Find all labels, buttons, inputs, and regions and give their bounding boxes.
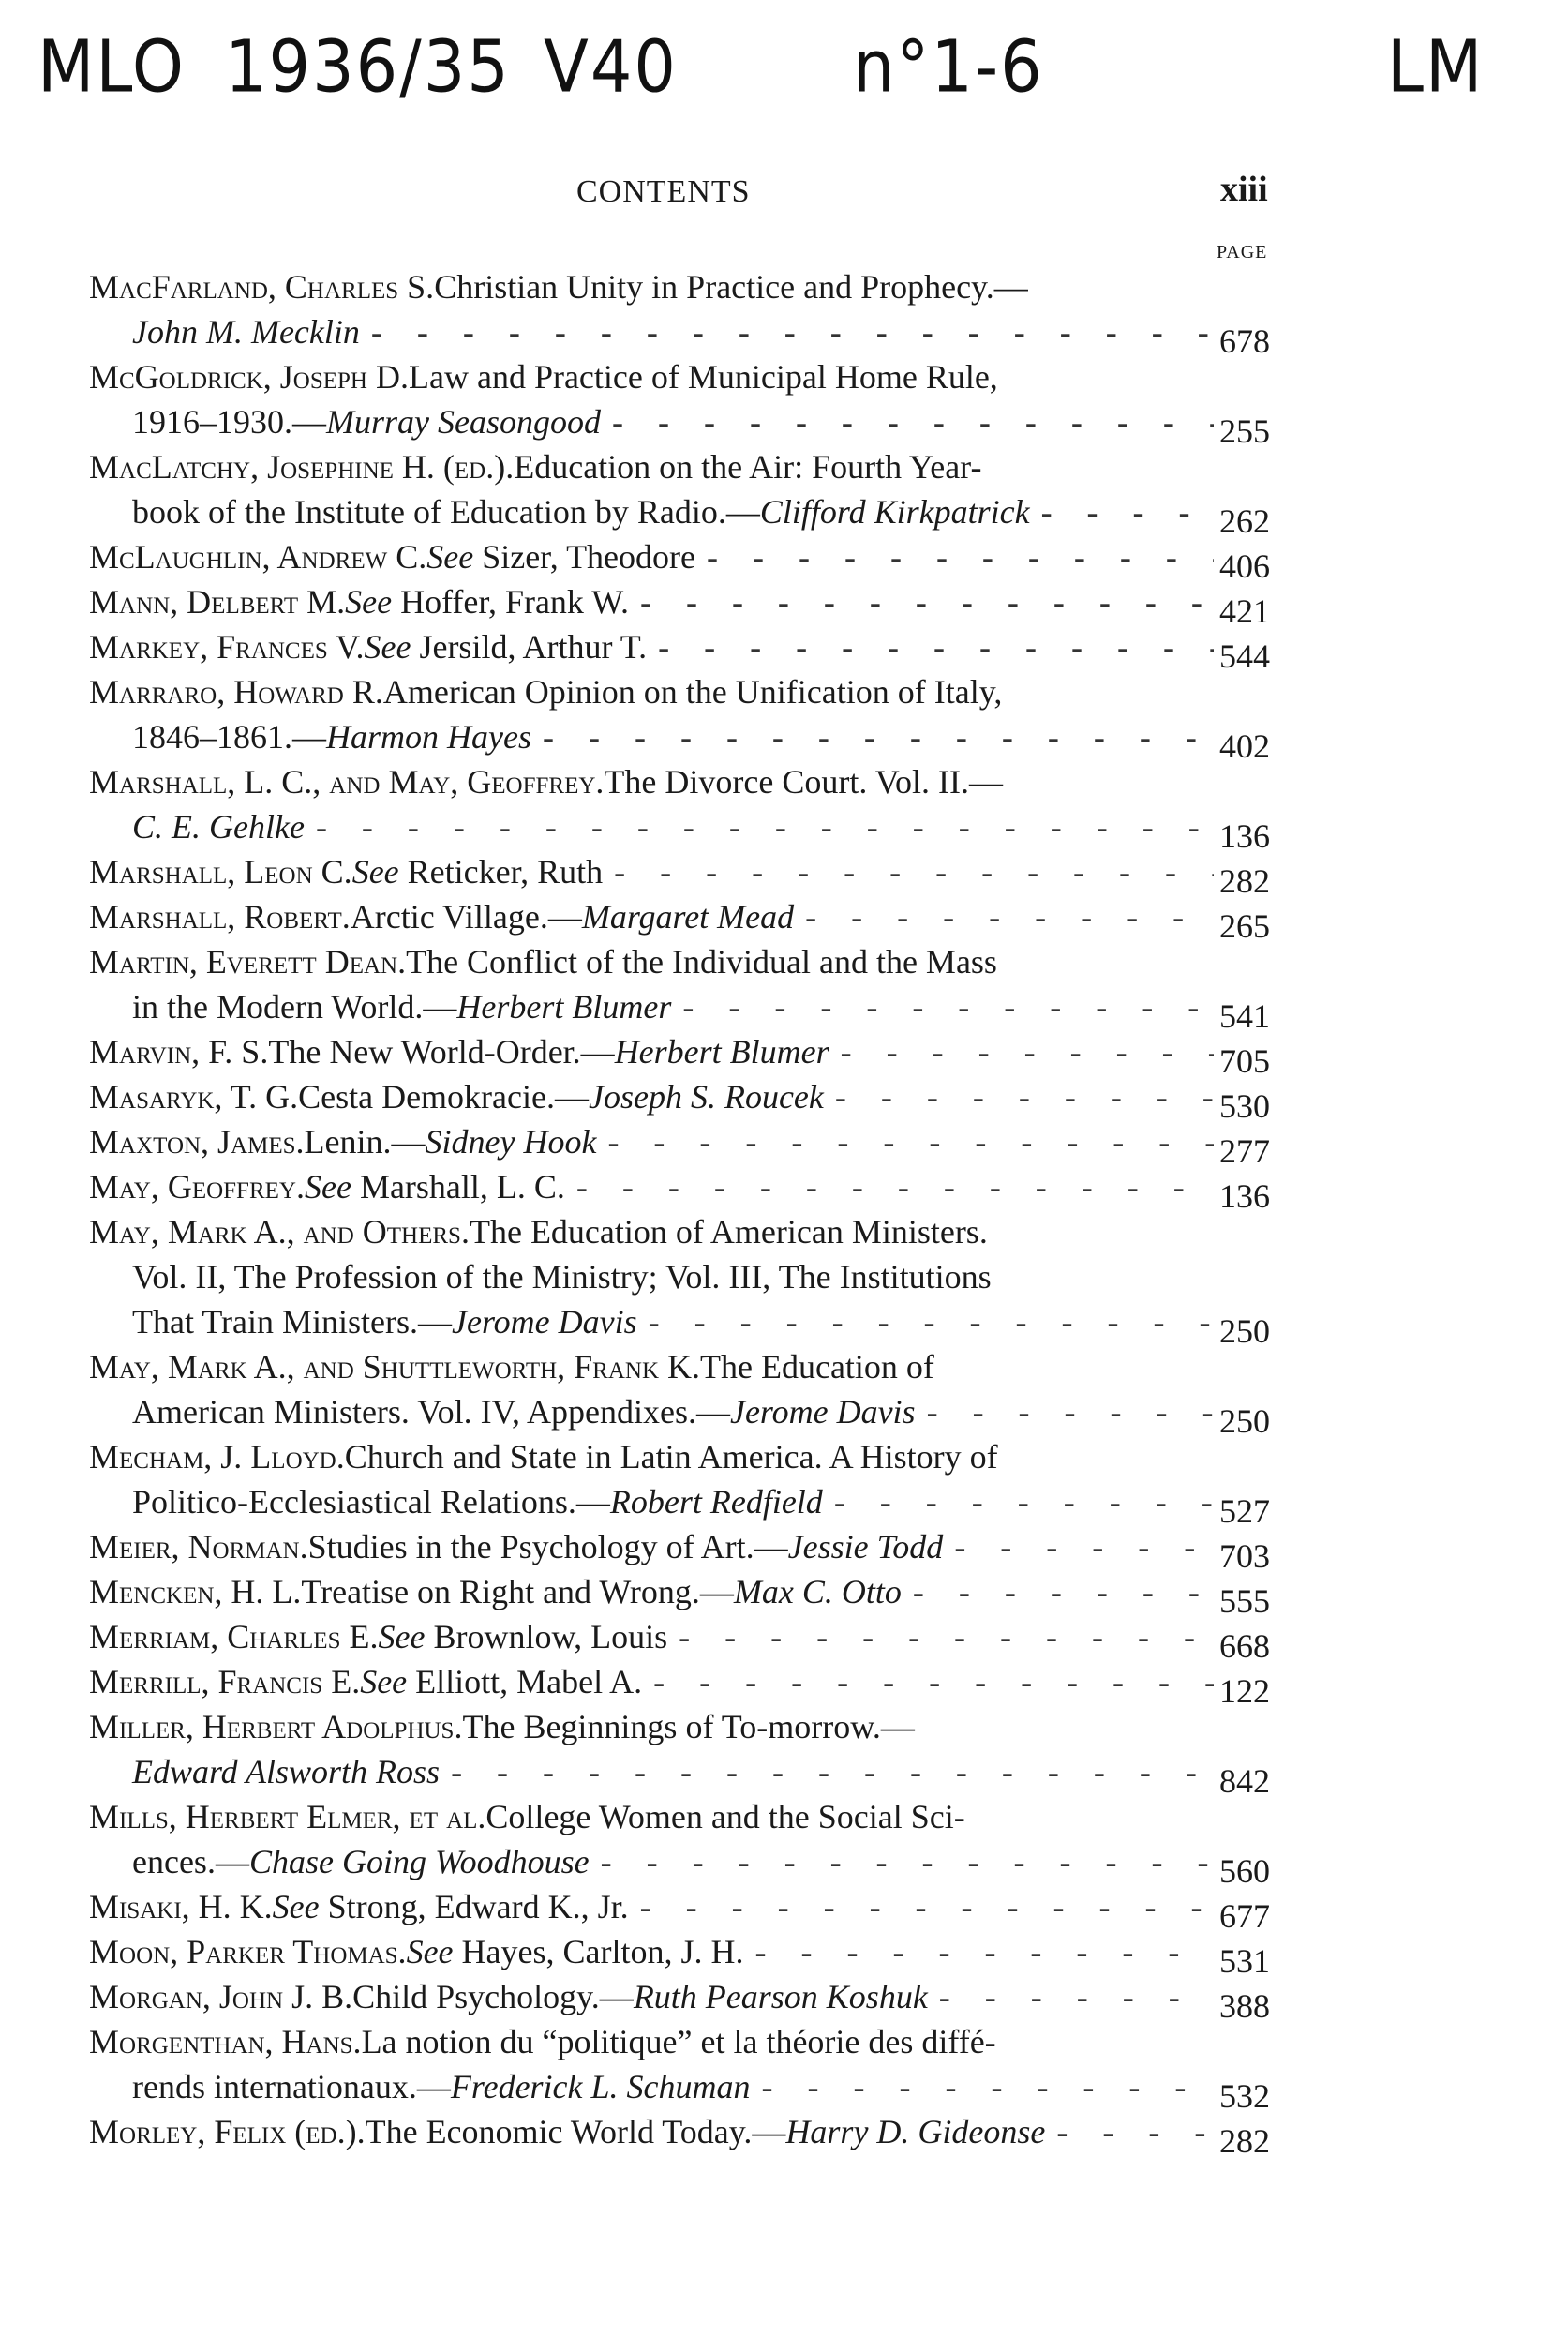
entry-author: Mills, Herbert Elmer, et al.: [89, 1798, 486, 1835]
entry-author: Morgenthan, Hans.: [89, 2023, 362, 2060]
entry-title: Cesta Demokracie.—: [298, 1078, 589, 1116]
page-column-label: PAGE: [1217, 242, 1268, 262]
entry-text: [305, 1164, 565, 1209]
entry-reviewer: Clifford Kirkpatrick: [759, 493, 1030, 531]
cross-reference: Hoffer, Frank W.: [400, 583, 629, 621]
entry-title: College Women and the Social Sci-: [485, 1798, 965, 1835]
entry-line: [89, 1659, 1270, 1710]
entry-title: The Education of American Ministers.: [469, 1213, 988, 1251]
handwritten-journal-code: MLO: [37, 23, 186, 110]
cross-reference: Elliott, Mabel A.: [415, 1663, 643, 1700]
leader-dashes: [629, 1884, 1214, 1929]
toc-entry: [89, 1434, 1270, 1530]
leader-dashes: [671, 984, 1214, 1029]
entry-author: Maxton, James.: [89, 1123, 305, 1161]
entry-page-number: 277: [1219, 1132, 1270, 1170]
entry-title: Education on the Air: Fourth Year-: [514, 448, 982, 486]
leader-dashes: [642, 1659, 1214, 1704]
toc-entry: [89, 1929, 1270, 1980]
leader-dashes: [596, 1119, 1214, 1164]
see-reference: See: [345, 583, 393, 621]
entry-author: Miller, Herbert Adolphus.: [89, 1708, 463, 1745]
toc-entry: [89, 669, 1270, 765]
entry-author: Mecham, J. Lloyd.: [89, 1438, 345, 1476]
toc-entry: [89, 1164, 1270, 1215]
entry-line: [89, 264, 1270, 309]
entry-text: [426, 534, 695, 579]
toc-entry: [89, 264, 1270, 360]
entry-line: [89, 1434, 1270, 1479]
handwritten-annotation: [37, 23, 1537, 131]
entry-page-number: 388: [1219, 1987, 1270, 2025]
see-reference: See: [426, 538, 474, 576]
leader-dashes: [590, 1839, 1214, 1884]
entry-line: [89, 1344, 1270, 1389]
cross-reference: Hayes, Carlton, J. H.: [461, 1933, 744, 1970]
entry-line: [89, 1254, 1270, 1299]
entry-reviewer: Herbert Blumer: [456, 988, 672, 1026]
leader-dashes: [601, 399, 1214, 444]
entry-reviewer: Jerome Davis: [452, 1303, 637, 1341]
leader-dashes: [667, 1614, 1214, 1659]
see-reference: See: [378, 1618, 426, 1655]
toc-entry: [89, 1074, 1270, 1125]
toc-entry: [89, 1344, 1270, 1440]
entry-line: [89, 1614, 1270, 1665]
toc-entry: [89, 1614, 1270, 1665]
entry-page-number: 421: [1219, 592, 1270, 630]
leader-dashes: [744, 1929, 1215, 1974]
entry-title: ences.—: [132, 1843, 249, 1880]
entry-author: MacFarland, Charles S.: [89, 268, 435, 306]
entry-page-number: 136: [1219, 1177, 1270, 1215]
entry-reviewer: Joseph S. Roucek: [588, 1078, 824, 1116]
entry-reviewer: Robert Redfield: [609, 1483, 823, 1521]
entry-line: [89, 804, 1270, 855]
cross-reference: Jersild, Arthur T.: [419, 628, 648, 666]
entry-line: [89, 489, 1270, 540]
leader-dashes: [360, 309, 1214, 354]
entry-title: Treatise on Right and Wrong.—: [301, 1573, 734, 1610]
cross-reference: Brownlow, Louis: [433, 1618, 668, 1655]
entry-page-number: 668: [1219, 1627, 1270, 1665]
entry-line: [89, 1884, 1270, 1935]
entry-author: Morgan, John J. B.: [89, 1978, 353, 2015]
entry-author: May, Mark A., and Shuttleworth, Frank K.: [89, 1348, 701, 1386]
entry-line: [89, 309, 1270, 360]
handwritten-volume: V40: [544, 23, 678, 110]
entry-author: Meier, Norman.: [89, 1528, 308, 1565]
entry-line: [89, 1839, 1270, 1890]
cross-reference: Sizer, Theodore: [482, 538, 695, 576]
entry-line: [89, 624, 1270, 675]
entry-page-number: 265: [1219, 907, 1270, 945]
see-reference: See: [406, 1933, 454, 1970]
entry-page-number: 530: [1219, 1087, 1270, 1125]
entry-author: Marshall, L. C., and May, Geoffrey.: [89, 763, 605, 801]
entry-reviewer: Max C. Otto: [733, 1573, 902, 1610]
entry-reviewer: Ruth Pearson Koshuk: [633, 1978, 928, 2015]
entry-line: [89, 1119, 1270, 1170]
entry-line: [89, 1749, 1270, 1800]
entry-page-number: 282: [1219, 2122, 1270, 2160]
leader-dashes: [916, 1389, 1214, 1434]
entry-title: The Beginnings of To-morrow.—: [462, 1708, 915, 1745]
entry-reviewer: Herbert Blumer: [614, 1033, 829, 1071]
entry-author: Merrill, Francis E.: [89, 1663, 361, 1700]
entry-line: [89, 1389, 1270, 1440]
entry-text: [378, 1614, 667, 1659]
entry-title: Law and Practice of Municipal Home Rule,: [409, 358, 998, 396]
page-title: CONTENTS: [576, 174, 751, 209]
cross-reference: Marshall, L. C.: [359, 1168, 565, 1206]
entry-author: Mencken, H. L.: [89, 1573, 302, 1610]
entry-text: [360, 1659, 642, 1704]
entry-reviewer: Harmon Hayes: [326, 718, 531, 756]
entry-text: [352, 849, 603, 894]
entry-title: The Economic World Today.—: [365, 2113, 786, 2150]
entry-line: [89, 534, 1270, 585]
entry-line: [89, 2019, 1270, 2064]
toc-entry: [89, 1029, 1270, 1080]
entry-title: 1916–1930.—: [132, 403, 326, 441]
entry-reviewer: Edward Alsworth Ross: [132, 1753, 441, 1790]
handwritten-initials: LM: [1387, 23, 1485, 110]
toc-entry: [89, 1659, 1270, 1710]
entry-line: [89, 1794, 1270, 1839]
entry-title: La notion du “politique” et la théorie des diffé-: [361, 2023, 996, 2060]
see-reference: See: [351, 853, 399, 891]
entry-title: book of the Institute of Education by Radio.—: [132, 493, 760, 531]
entry-text: [407, 1929, 744, 1974]
entry-page-number: 677: [1219, 1897, 1270, 1935]
entry-reviewer: John M. Mecklin: [132, 313, 360, 351]
entry-title: American Ministers. Vol. IV, Appendixes.—: [132, 1393, 730, 1431]
leader-dashes: [695, 534, 1214, 579]
entry-title: The New World-Order.—: [268, 1033, 615, 1071]
entry-line: [89, 1569, 1270, 1620]
entry-reviewer: Frederick L. Schuman: [450, 2068, 751, 2105]
entry-author: Merriam, Charles E.: [89, 1618, 379, 1655]
entry-author: Marshall, Leon C.: [89, 853, 352, 891]
toc-entry: [89, 939, 1270, 1035]
entry-author: Marraro, Howard R.: [89, 673, 383, 711]
leader-dashes: [440, 1749, 1214, 1794]
entry-author: Moon, Parker Thomas.: [89, 1933, 407, 1970]
entry-title: That Train Ministers.—: [132, 1303, 453, 1341]
entry-line: [89, 1299, 1270, 1350]
entry-page-number: 531: [1219, 1942, 1270, 1980]
entry-author: Marvin, F. S.: [89, 1033, 269, 1071]
entry-page-number: 250: [1219, 1402, 1270, 1440]
entry-page-number: 136: [1219, 817, 1270, 855]
entry-line: [89, 1974, 1270, 2025]
entry-title: Lenin.—: [304, 1123, 426, 1161]
entry-title: The Education of: [700, 1348, 934, 1386]
toc-entry: [89, 759, 1270, 855]
entry-author: McLaughlin, Andrew C.: [89, 538, 427, 576]
toc-entry: [89, 2109, 1270, 2160]
entry-reviewer: Jessie Todd: [787, 1528, 944, 1565]
entry-page-number: 262: [1219, 502, 1270, 540]
entry-author: Martin, Everett Dean.: [89, 943, 407, 981]
entry-line: [89, 1929, 1270, 1980]
entry-title: Christian Unity in Practice and Prophecy.—: [434, 268, 1028, 306]
leader-dashes: [751, 2064, 1214, 2109]
leader-dashes: [928, 1974, 1214, 2019]
entry-line: [89, 354, 1270, 399]
cross-reference: Reticker, Ruth: [407, 853, 604, 891]
entry-line: [89, 1704, 1270, 1749]
entry-line: [89, 894, 1270, 945]
leader-dashes: [647, 624, 1214, 669]
entry-line: [89, 399, 1270, 450]
entry-reviewer: Murray Seasongood: [326, 403, 601, 441]
toc-entry: [89, 354, 1270, 450]
entry-line: [89, 579, 1270, 630]
see-reference: See: [304, 1168, 351, 1206]
toc-entry: [89, 1209, 1270, 1350]
toc-entry: [89, 579, 1270, 630]
handwritten-years: 1936/35: [225, 23, 511, 110]
entry-author: McGoldrick, Joseph D.: [89, 358, 409, 396]
entry-page-number: 705: [1219, 1042, 1270, 1080]
entry-page-number: 255: [1219, 412, 1270, 450]
entry-author: Misaki, H. K.: [89, 1888, 273, 1925]
entry-line: [89, 1209, 1270, 1254]
entry-author: MacLatchy, Josephine H. (ed.).: [89, 448, 515, 486]
contents-list: [89, 264, 1270, 2160]
entry-title: Studies in the Psychology of Art.—: [307, 1528, 788, 1565]
toc-entry: [89, 1119, 1270, 1170]
entry-page-number: 402: [1219, 727, 1270, 765]
entry-page-number: 842: [1219, 1762, 1270, 1800]
entry-title: in the Modern World.—: [132, 988, 457, 1026]
entry-page-number: 541: [1219, 997, 1270, 1035]
entry-author: Morley, Felix (ed.).: [89, 2113, 366, 2150]
handwritten-issues: n°1-6: [853, 23, 1044, 110]
entry-text: [364, 624, 647, 669]
entry-line: [89, 984, 1270, 1035]
entry-page-number: 544: [1219, 637, 1270, 675]
entry-text: [345, 579, 629, 624]
entry-page-number: 678: [1219, 322, 1270, 360]
toc-entry: [89, 444, 1270, 540]
entry-author: Mann, Delbert M.: [89, 583, 346, 621]
entry-page-number: 703: [1219, 1537, 1270, 1575]
entry-page-number: 527: [1219, 1492, 1270, 1530]
entry-line: [89, 2109, 1270, 2160]
toc-entry: [89, 1974, 1270, 2025]
entry-title: American Opinion on the Unification of Italy,: [382, 673, 1003, 711]
leader-dashes: [943, 1524, 1214, 1569]
toc-entry: [89, 534, 1270, 585]
entry-reviewer: Harry D. Gideonse: [785, 2113, 1046, 2150]
cross-reference: Strong, Edward K., Jr.: [327, 1888, 629, 1925]
leader-dashes: [565, 1164, 1214, 1209]
toc-entry: [89, 849, 1270, 900]
toc-entry: [89, 624, 1270, 675]
entry-author: May, Geoffrey.: [89, 1168, 305, 1206]
entry-reviewer: Chase Going Woodhouse: [248, 1843, 590, 1880]
entry-line: [89, 759, 1270, 804]
see-reference: See: [364, 628, 411, 666]
leader-dashes: [637, 1299, 1214, 1344]
leader-dashes: [305, 804, 1214, 849]
entry-title: Politico-Ecclesiastical Relations.—: [132, 1483, 610, 1521]
entry-line: [89, 1164, 1270, 1215]
entry-reviewer: Jerome Davis: [729, 1393, 916, 1431]
entry-line: [89, 1524, 1270, 1575]
page-folio: xiii: [1220, 170, 1268, 209]
entry-line: [89, 849, 1270, 900]
entry-author: Markey, Frances V.: [89, 628, 365, 666]
entry-line: [89, 1479, 1270, 1530]
entry-text: [273, 1884, 629, 1929]
toc-entry: [89, 1794, 1270, 1890]
toc-entry: [89, 1704, 1270, 1800]
toc-entry: [89, 1569, 1270, 1620]
entry-line: [89, 1029, 1270, 1080]
entry-author: Marshall, Robert.: [89, 898, 351, 936]
entry-page-number: 555: [1219, 1582, 1270, 1620]
entry-page-number: 282: [1219, 862, 1270, 900]
entry-title: The Divorce Court. Vol. II.—: [604, 763, 1004, 801]
entry-title: Vol. II, The Profession of the Ministry; Vol. III, The Institutions: [132, 1258, 992, 1296]
entry-line: [89, 444, 1270, 489]
entry-line: [89, 669, 1270, 714]
toc-entry: [89, 1524, 1270, 1575]
leader-dashes: [794, 894, 1214, 939]
entry-title: 1846–1861.—: [132, 718, 326, 756]
entry-line: [89, 939, 1270, 984]
leader-dashes: [1045, 2109, 1214, 2154]
entry-reviewer: C. E. Gehlke: [132, 808, 305, 846]
leader-dashes: [824, 1074, 1214, 1119]
see-reference: See: [272, 1888, 320, 1925]
entry-title: rends internationaux.—: [132, 2068, 451, 2105]
see-reference: See: [360, 1663, 408, 1700]
entry-reviewer: Sidney Hook: [425, 1123, 597, 1161]
entry-reviewer: Margaret Mead: [581, 898, 795, 936]
leader-dashes: [829, 1029, 1214, 1074]
entry-line: [89, 2064, 1270, 2115]
entry-page-number: 560: [1219, 1852, 1270, 1890]
page-header: [0, 169, 1568, 225]
leader-dashes: [902, 1569, 1214, 1614]
entry-page-number: 532: [1219, 2077, 1270, 2115]
entry-page-number: 250: [1219, 1312, 1270, 1350]
entry-line: [89, 714, 1270, 765]
entry-title: Arctic Village.—: [350, 898, 582, 936]
leader-dashes: [603, 849, 1214, 894]
leader-dashes: [531, 714, 1214, 759]
entry-line: [89, 1074, 1270, 1125]
entry-author: Masaryk, T. G.: [89, 1078, 299, 1116]
entry-title: The Conflict of the Individual and the Mass: [406, 943, 997, 981]
entry-author: May, Mark A., and Others.: [89, 1213, 470, 1251]
leader-dashes: [1030, 489, 1214, 534]
leader-dashes: [629, 579, 1214, 624]
toc-entry: [89, 2019, 1270, 2115]
toc-entry: [89, 1884, 1270, 1935]
toc-entry: [89, 894, 1270, 945]
leader-dashes: [823, 1479, 1214, 1524]
entry-title: Church and State in Latin America. A History of: [344, 1438, 998, 1476]
entry-page-number: 406: [1219, 547, 1270, 585]
entry-title: Child Psychology.—: [352, 1978, 634, 2015]
entry-page-number: 122: [1219, 1672, 1270, 1710]
